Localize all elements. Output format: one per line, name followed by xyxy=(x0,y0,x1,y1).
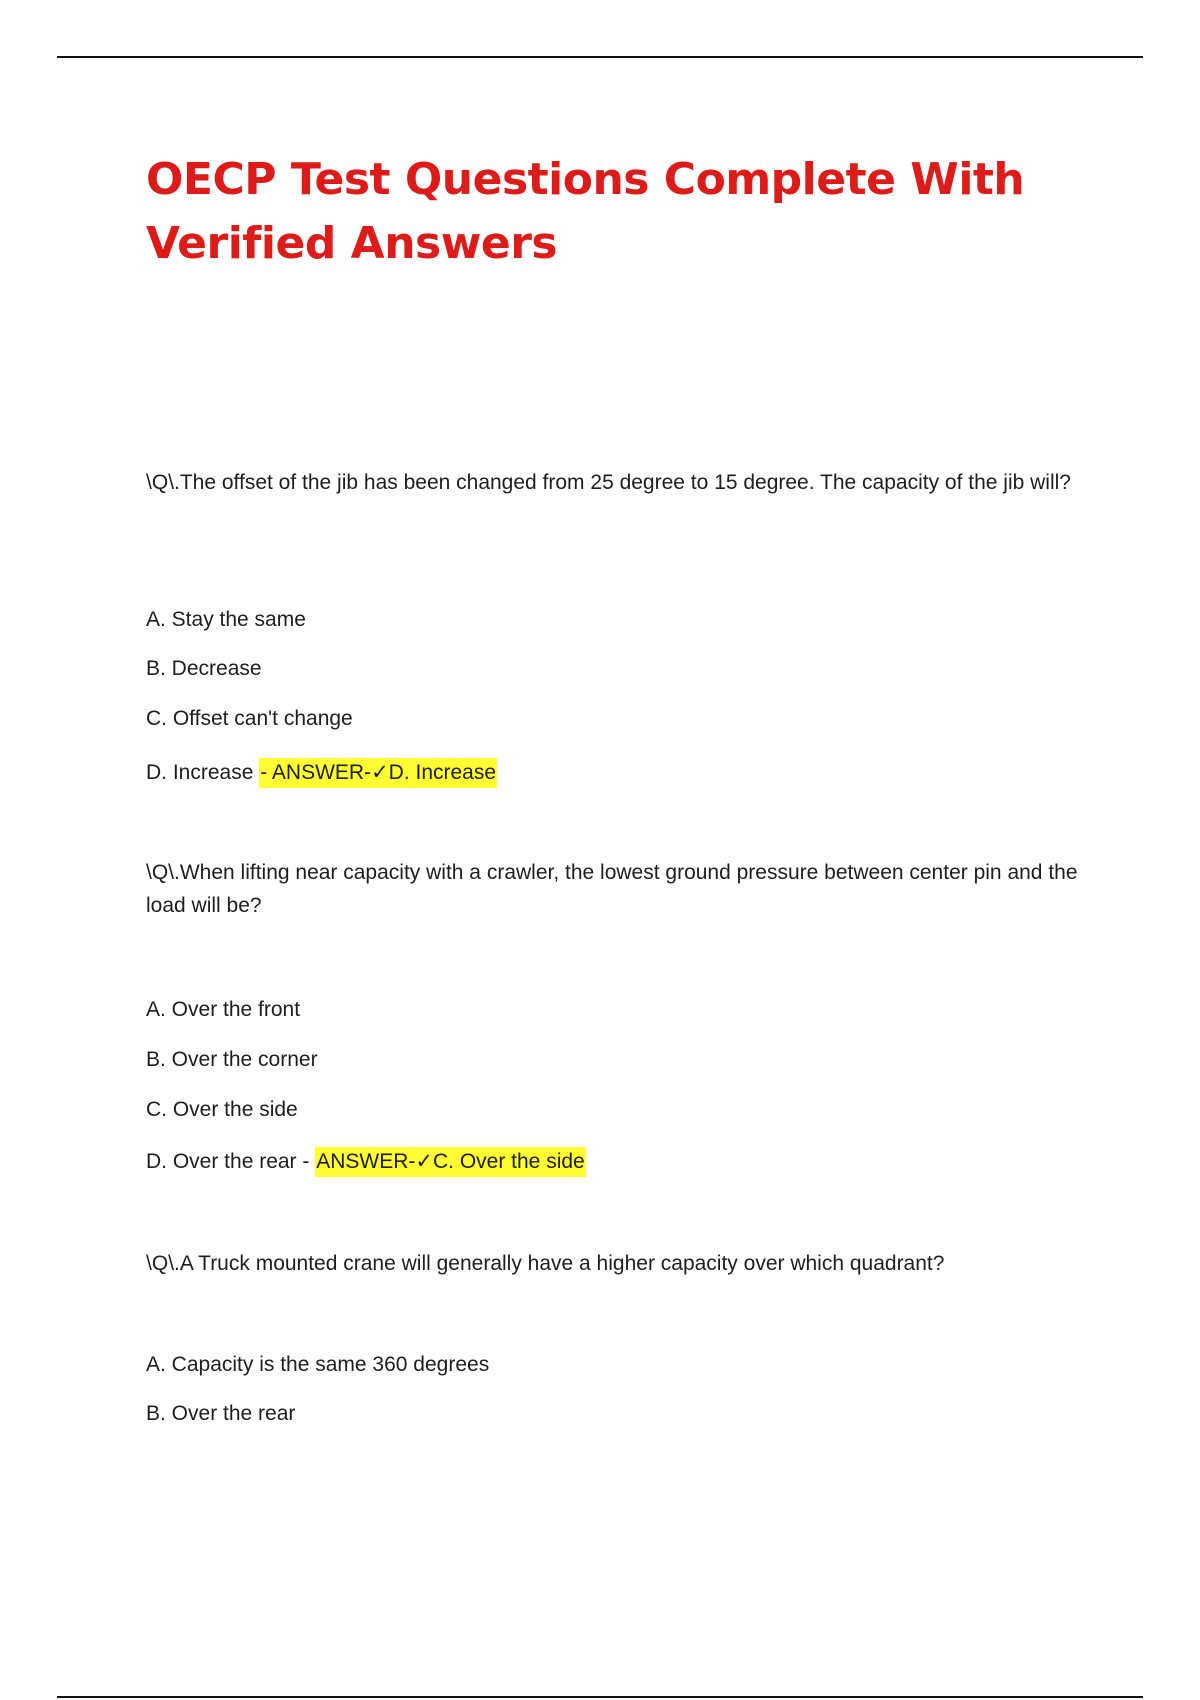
question-2-option-d: D. Over the rear xyxy=(146,1150,297,1173)
question-2-option-b: B. Over the corner xyxy=(146,1048,318,1071)
question-3-option-a: A. Capacity is the same 360 degrees xyxy=(146,1353,490,1376)
question-1-option-d: D. Increase xyxy=(146,761,254,784)
question-1-text: \Q\.The offset of the jib has been changed from 25 degree to 15 degree. The capacity of the jib will? xyxy=(146,471,1071,494)
question-2-text: \Q\.When lifting near capacity with a crawler, the lowest ground pressure between center pin and the load will be? xyxy=(146,861,1078,917)
question-1-option-d-line xyxy=(146,756,497,789)
question-3-option-b: B. Over the rear xyxy=(146,1402,296,1425)
footer-rule xyxy=(57,1696,1143,1698)
question-1-option-a: A. Stay the same xyxy=(146,608,306,631)
question-1-option-b: B. Decrease xyxy=(146,657,262,680)
question-1-answer-highlight: - ANSWER-✓D. Increase xyxy=(259,758,497,788)
question-3-text: \Q\.A Truck mounted crane will generally have a higher capacity over which quadrant? xyxy=(146,1252,945,1275)
question-1-option-c: C. Offset can't change xyxy=(146,707,353,730)
header-rule xyxy=(57,56,1143,58)
question-2-answer-highlight: ANSWER-✓C. Over the side xyxy=(315,1147,586,1177)
question-2-option-d-line xyxy=(146,1145,586,1178)
question-2-option-a: A. Over the front xyxy=(146,998,301,1021)
question-2-option-c: C. Over the side xyxy=(146,1098,298,1121)
question-2-answer-separator: - xyxy=(296,1150,316,1173)
document-title: OECP Test Questions Complete With Verified Answers xyxy=(146,154,1025,269)
